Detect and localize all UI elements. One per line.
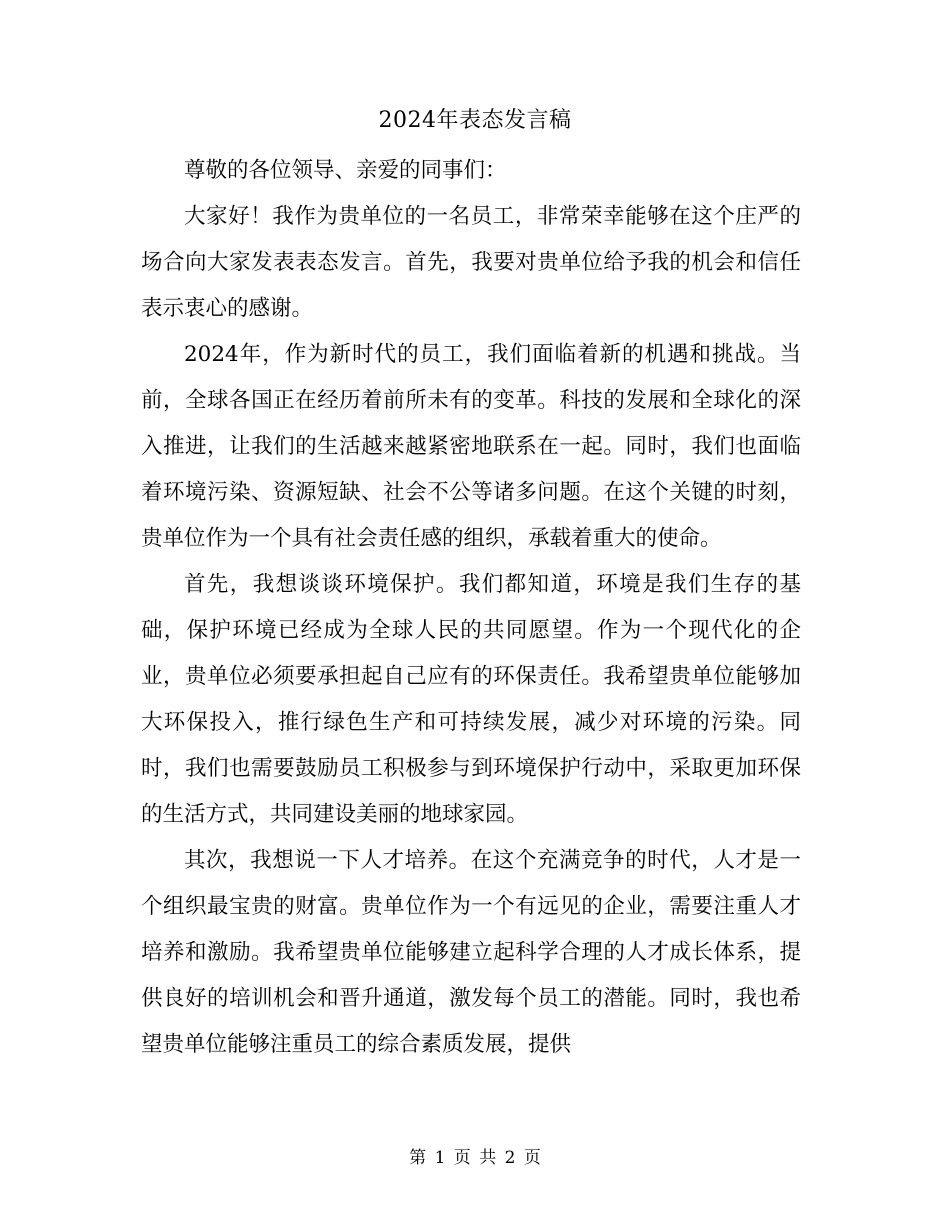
context-paragraph: 2024年，作为新时代的员工，我们面临着新的机遇和挑战。当前，全球各国正在经历着前所未有的变革。科技的发展和全球化的深入推进，让我们的生活越来越紧密地联系在一起。同时，我们也面临着环境污染、资源短缺、社会不公等诸多问题。在这个关键的时刻，贵单位作为一个具有社会责任感的组织，承载着重大的使命。 — [141, 342, 801, 551]
greeting-paragraph: 大家好！我作为贵单位的一名员工，非常荣幸能够在这个庄严的场合向大家发表表态发言。首先，我要对贵单位给予我的机会和信任表示衷心的感谢。 — [141, 204, 801, 321]
document-title: 2024年表态发言稿 — [378, 108, 572, 133]
document-body — [141, 148, 801, 1068]
talent-paragraph: 其次，我想说一下人才培养。在这个充满竞争的时代，人才是一个组织最宝贵的财富。贵单位作为一个有远见的企业，需要注重人才培养和激励。我希望贵单位能够建立起科学合理的人才成长体系，提供良好的培训机会和晋升通道，激发每个员工的潜能。同时，我也希望贵单位能够注重员工的综合素质发展，提供 — [141, 848, 801, 1057]
salutation-paragraph: 尊敬的各位领导、亲爱的同事们： — [184, 158, 507, 183]
page-number-footer: 第 1 页 共 2 页 — [409, 1148, 541, 1168]
environment-paragraph: 首先，我想谈谈环境保护。我们都知道，环境是我们生存的基础，保护环境已经成为全球人民的共同愿望。作为一个现代化的企业，贵单位必须要承担起自己应有的环保责任。我希望贵单位能够加大环保投入，推行绿色生产和可持续发展，减少对环境的污染。同时，我们也需要鼓励员工积极参与到环境保护行动中，采取更加环保的生活方式，共同建设美丽的地球家园。 — [141, 572, 801, 827]
